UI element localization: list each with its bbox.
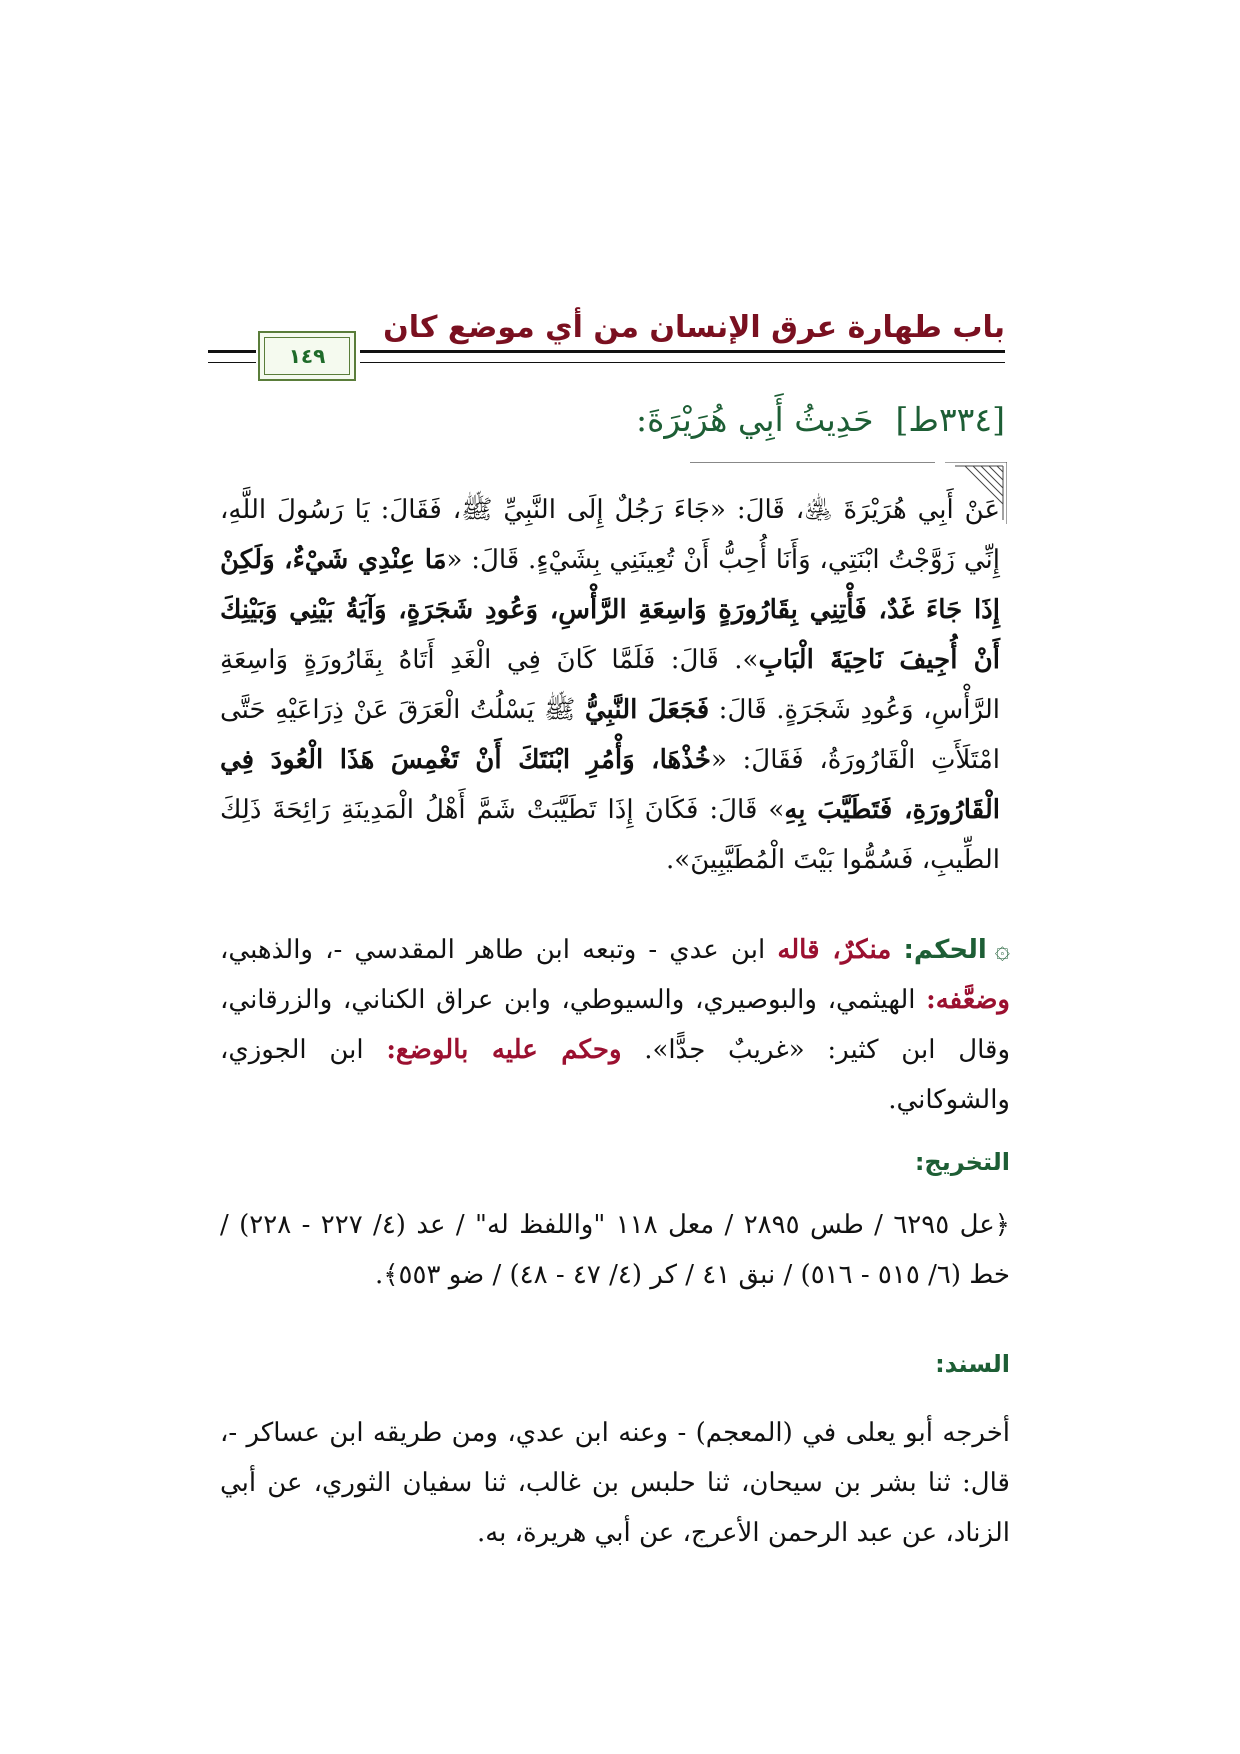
- hadith-heading: [600, 400, 1005, 439]
- hadith-prophet-speech: مَا عِنْدِي شَيْءٌ، وَلَكِنْ إِذَا جَاءَ غَدٌ، فَأْتِنِي بِقَارُورَةٍ وَاسِعَةِ الرَّأْسِ، وَعُودِ شَجَرَةٍ، وَآيَةُ بَيْنِي وَبَيْنِكَ أَنْ أُجِيفَ نَاحِيَةَ الْبَابِ: [220, 545, 1000, 675]
- hadith-text-part: » قَالَ: فَكَانَ إِذَا تَطَيَّبَتْ شَمَّ أَهْلُ الْمَدِينَةِ رَائِحَةَ ذَلِكَ الطِّيبِ، فَسُمُّوا بَيْتَ الْمُطَيَّبِينَ».: [220, 795, 1000, 875]
- header-rule-left: [208, 350, 256, 363]
- sanad-title: السند:: [935, 1350, 1010, 1378]
- hadith-title: حَدِيثُ أَبِي هُرَيْرَةَ:: [635, 400, 874, 439]
- ruling-symbol-icon: ۞: [994, 935, 1011, 965]
- ruling-text: ابن عدي - وتبعه ابن طاهر المقدسي -، والذهبي،: [220, 935, 778, 965]
- ruling-text: ابن الجوزي، والشوكاني.: [220, 1035, 1010, 1115]
- hadith-number: [٣٣٤ط]: [895, 400, 1005, 439]
- ruling-paragraph: [220, 925, 1010, 1125]
- hadith-text-part: ﷺ يَسْلُتُ الْعَرَقَ عَنْ ذِرَاعَيْهِ حَتَّى امْتَلَأَتِ الْقَارُورَةُ، فَقَالَ: «: [220, 695, 1000, 775]
- heading-underline: [690, 462, 935, 463]
- takhrij-title: التخريج:: [914, 1148, 1010, 1176]
- hadith-text: [220, 485, 1000, 885]
- ruling-verdict: منكرٌ، قاله: [777, 935, 892, 965]
- ruling-text: الهيثمي، والبوصيري، والسيوطي، وابن عراق الكناني، والزرقاني، وقال ابن كثير: «غريبٌ جدًّا».: [220, 985, 1010, 1065]
- hadith-text-part: عَنْ أَبِي هُرَيْرَةَ ﵁، قَالَ: «جَاءَ رَجُلٌ إِلَى النَّبِيِّ ﷺ، فَقَالَ: يَا رَسُولَ اللَّهِ، إِنِّي زَوَّجْتُ ابْنَتِي، وَأَنَا أُحِبُّ أَنْ تُعِينَنِي بِشَيْءٍ. قَالَ: «: [220, 495, 1000, 575]
- hadith-text-part: ». قَالَ: فَلَمَّا كَانَ فِي الْغَدِ أَتَاهُ بِقَارُورَةٍ وَاسِعَةِ الرَّأْسِ، وَعُودِ شَجَرَةٍ. قَالَ:: [220, 645, 1000, 725]
- page-number-badge: [258, 331, 356, 381]
- hadith-prophet-speech: خُذْهَا، وَأْمُرِ ابْنَتَكَ أَنْ تَغْمِسَ هَذَا الْعُودَ فِي الْقَارُورَةِ، فَتَطَيَّبَ بِهِ: [220, 745, 1000, 825]
- takhrij-text: ﴿عل ٦٢٩٥ / طس ٢٨٩٥ / معل ١١٨ "واللفظ له" / عد (٤/ ٢٢٧ - ٢٢٨) / خط (٦/ ٥١٥ - ٥١٦) / نبق ٤١ / كر (٤/ ٤٧ - ٤٨) / ضو ٥٥٣﴾.: [220, 1210, 1011, 1290]
- ruling-label: الحكم:: [903, 935, 987, 965]
- header-rule: [360, 350, 1005, 363]
- page-number: ١٤٩: [288, 344, 326, 368]
- hadith-bold-phrase: فَجَعَلَ النَّبِيُّ: [584, 695, 710, 725]
- weakened-by-label: وضعَّفه:: [926, 985, 1010, 1015]
- sanad-text: أخرجه أبو يعلى في (المعجم) - وعنه ابن عدي، ومن طريقه ابن عساكر -، قال: ثنا بشر بن سيحان، ثنا حلبس بن غالب، ثنا سفيان الثوري، عن أبي الزناد، عن عبد الرحمن الأعرج، عن أبي هريرة، به.: [220, 1418, 1010, 1548]
- fabricated-label: وحكم عليه بالوضع:: [386, 1035, 622, 1065]
- running-header-title: باب طهارة عرق الإنسان من أي موضع كان: [383, 310, 1005, 345]
